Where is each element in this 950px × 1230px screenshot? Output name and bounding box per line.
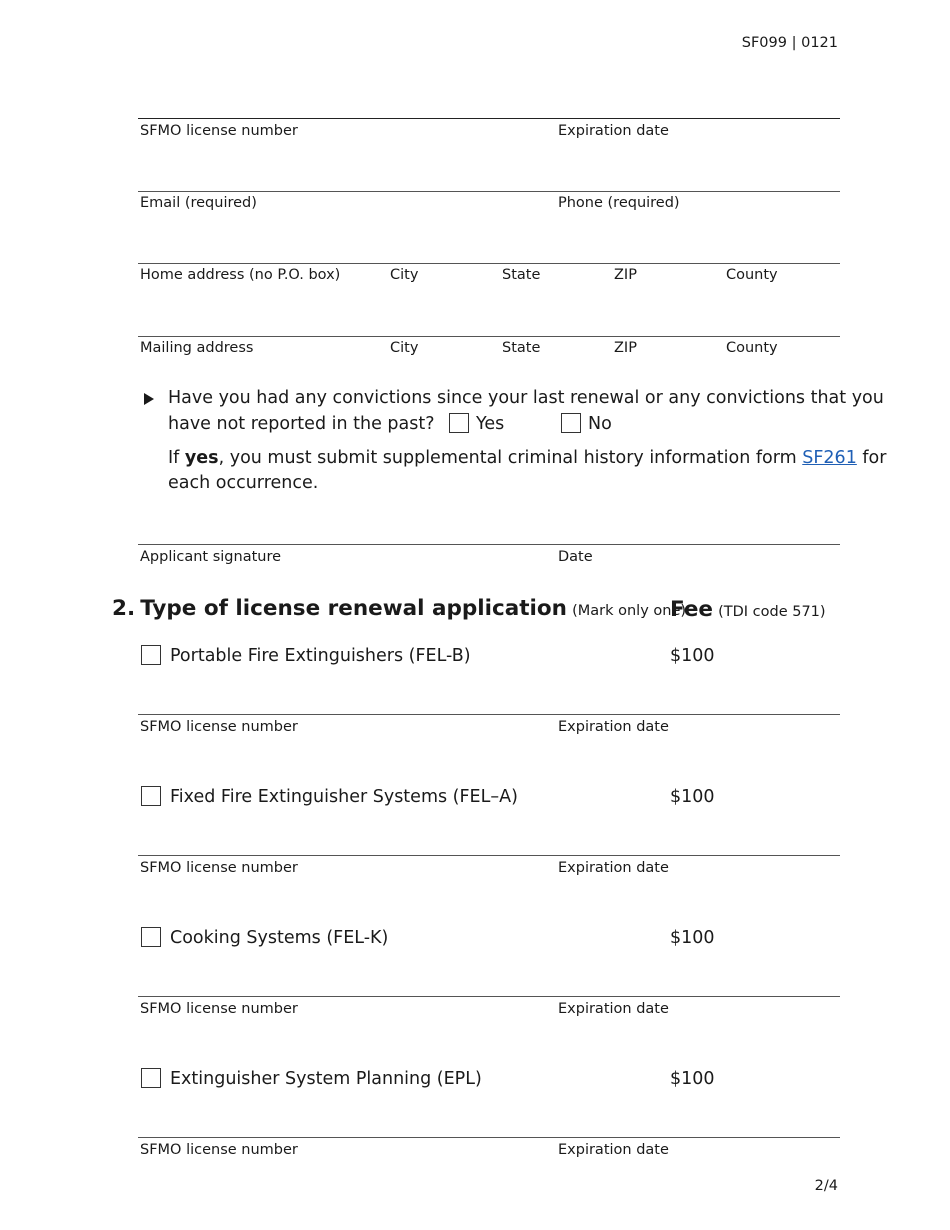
sfmo-license-label: SFMO license number: [140, 719, 298, 735]
expiration-date-label: Expiration date: [558, 719, 669, 735]
mailing-zip-label: ZIP: [614, 340, 637, 356]
fee-heading: [670, 597, 826, 622]
applicant-signature-label: Applicant signature: [140, 549, 282, 565]
field-divider: [138, 1137, 840, 1138]
triangle-bullet-icon: [144, 393, 154, 405]
email-label: Email (required): [140, 195, 257, 211]
sfmo-license-label: SFMO license number: [140, 860, 298, 876]
system-planning-checkbox[interactable]: [141, 1068, 161, 1088]
convictions-note-line1: If yes, you must submit supplemental criminal history information form SF261 for: [168, 448, 887, 468]
convictions-yes-label: Yes: [476, 414, 505, 434]
field-divider: [138, 855, 840, 856]
convictions-no-label: No: [588, 414, 612, 434]
home-address-label: Home address (no P.O. box): [140, 267, 341, 283]
section-2-note: (Mark only one): [572, 603, 687, 619]
section-2-heading: [112, 596, 686, 621]
fee-note: (TDI code 571): [718, 604, 826, 620]
convictions-question-line2: have not reported in the past?: [168, 414, 435, 434]
field-divider: [138, 118, 840, 119]
fee-label: Fee: [670, 597, 713, 622]
note-emphasis-yes: yes: [184, 448, 219, 468]
option-label: Cooking Systems (FEL-K): [170, 928, 389, 948]
portable-extinguishers-checkbox[interactable]: [141, 645, 161, 665]
phone-label: Phone (required): [558, 195, 680, 211]
expiration-date-label: Expiration date: [558, 860, 669, 876]
home-zip-label: ZIP: [614, 267, 637, 283]
fixed-systems-checkbox[interactable]: [141, 786, 161, 806]
sfmo-license-label: SFMO license number: [140, 123, 298, 139]
expiration-date-label: Expiration date: [558, 1001, 669, 1017]
option-label: Portable Fire Extinguishers (FEL-B): [170, 646, 471, 666]
cooking-systems-checkbox[interactable]: [141, 927, 161, 947]
convictions-question-line1: Have you had any convictions since your last renewal or any convictions that you: [168, 388, 884, 408]
convictions-note-line2: each occurrence.: [168, 473, 319, 493]
field-divider: [138, 544, 840, 545]
mailing-city-label: City: [390, 340, 419, 356]
convictions-yes-checkbox[interactable]: [449, 413, 469, 433]
option-fee: $100: [670, 928, 715, 948]
form-id: SF099 | 0121: [741, 35, 838, 51]
option-label: Extinguisher System Planning (EPL): [170, 1069, 482, 1089]
field-divider: [138, 714, 840, 715]
mailing-county-label: County: [726, 340, 778, 356]
sfmo-license-label: SFMO license number: [140, 1001, 298, 1017]
expiration-date-label: Expiration date: [558, 123, 669, 139]
section-2-title: Type of license renewal application: [140, 596, 567, 621]
convictions-no-checkbox[interactable]: [561, 413, 581, 433]
home-state-label: State: [502, 267, 541, 283]
option-fee: $100: [670, 1069, 715, 1089]
option-label: Fixed Fire Extinguisher Systems (FEL–A): [170, 787, 518, 807]
mailing-address-label: Mailing address: [140, 340, 254, 356]
home-county-label: County: [726, 267, 778, 283]
home-city-label: City: [390, 267, 419, 283]
option-fee: $100: [670, 787, 715, 807]
signature-date-label: Date: [558, 549, 593, 565]
expiration-date-label: Expiration date: [558, 1142, 669, 1158]
field-divider: [138, 336, 840, 337]
field-divider: [138, 996, 840, 997]
option-fee: $100: [670, 646, 715, 666]
mailing-state-label: State: [502, 340, 541, 356]
sf261-link[interactable]: SF261: [802, 448, 857, 468]
section-2-number: 2.: [112, 596, 136, 621]
field-divider: [138, 191, 840, 192]
sfmo-license-label: SFMO license number: [140, 1142, 298, 1158]
field-divider: [138, 263, 840, 264]
page-number: 2/4: [814, 1178, 838, 1194]
